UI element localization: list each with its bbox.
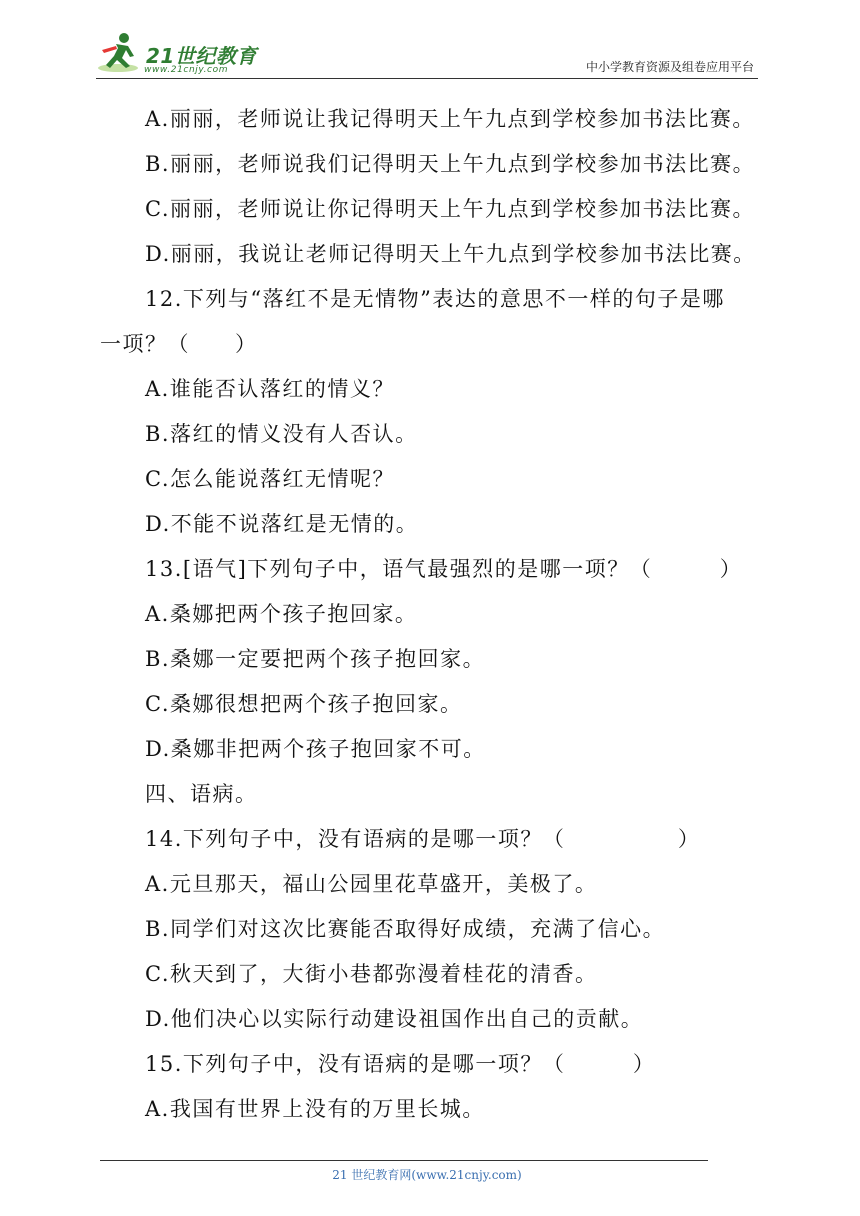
- option-line: B.落红的情义没有人否认。: [145, 422, 418, 446]
- option-line: D.丽丽，我说让老师记得明天上午九点到学校参加书法比赛。: [145, 242, 756, 266]
- option-line: A.元旦那天，福山公园里花草盛开，美极了。: [145, 872, 598, 896]
- page-header: [0, 0, 860, 80]
- option-line: A.丽丽，老师说让我记得明天上午九点到学校参加书法比赛。: [145, 107, 755, 131]
- question-line: 14.下列句子中，没有语病的是哪一项？（ ）: [145, 827, 701, 851]
- option-line: A.桑娜把两个孩子抱回家。: [145, 602, 418, 626]
- option-line: C.丽丽，老师说让你记得明天上午九点到学校参加书法比赛。: [145, 197, 755, 221]
- option-line: C.秋天到了，大街小巷都弥漫着桂花的清香。: [145, 962, 598, 986]
- question-line: 15.下列句子中，没有语病的是哪一项？（ ）: [145, 1052, 656, 1076]
- option-line: D.他们决心以实际行动建设祖国作出自己的贡献。: [145, 1007, 644, 1031]
- footer-link-text[interactable]: 21 世纪教育网(www.21cnjy.com): [332, 1168, 522, 1182]
- option-line: A.我国有世界上没有的万里长城。: [145, 1097, 485, 1121]
- option-line: D.桑娜非把两个孩子抱回家不可。: [145, 737, 486, 761]
- option-line: D.不能不说落红是无情的。: [145, 512, 419, 536]
- option-line: C.桑娜很想把两个孩子抱回家。: [145, 692, 463, 716]
- option-line: C.怎么能说落红无情呢？: [145, 467, 395, 491]
- header-divider: [96, 78, 758, 79]
- option-line: B.桑娜一定要把两个孩子抱回家。: [145, 647, 486, 671]
- logo-text: 21世纪教育: [146, 44, 257, 68]
- option-line: B.丽丽，老师说我们记得明天上午九点到学校参加书法比赛。: [145, 152, 756, 176]
- option-line: A.谁能否认落红的情义？: [145, 377, 395, 401]
- question-line: 13.[语气]下列句子中，语气最强烈的是哪一项？（ ）: [145, 557, 743, 581]
- section-heading: 四、语病。: [145, 782, 258, 806]
- runner-logo-icon: [96, 30, 146, 76]
- question-line: 12.下列与“落红不是无情物”表达的意思不一样的句子是哪: [145, 287, 725, 311]
- site-name: 中小学教育资源及组卷应用平台: [585, 60, 754, 74]
- logo-url: www.21cnjy.com: [144, 65, 229, 75]
- page-footer[interactable]: [0, 1166, 860, 1183]
- site-logo[interactable]: [96, 30, 271, 80]
- option-line: B.同学们对这次比赛能否取得好成绩，充满了信心。: [145, 917, 666, 941]
- footer-divider: [100, 1160, 708, 1161]
- question-line: 一项？（ ）: [100, 332, 258, 356]
